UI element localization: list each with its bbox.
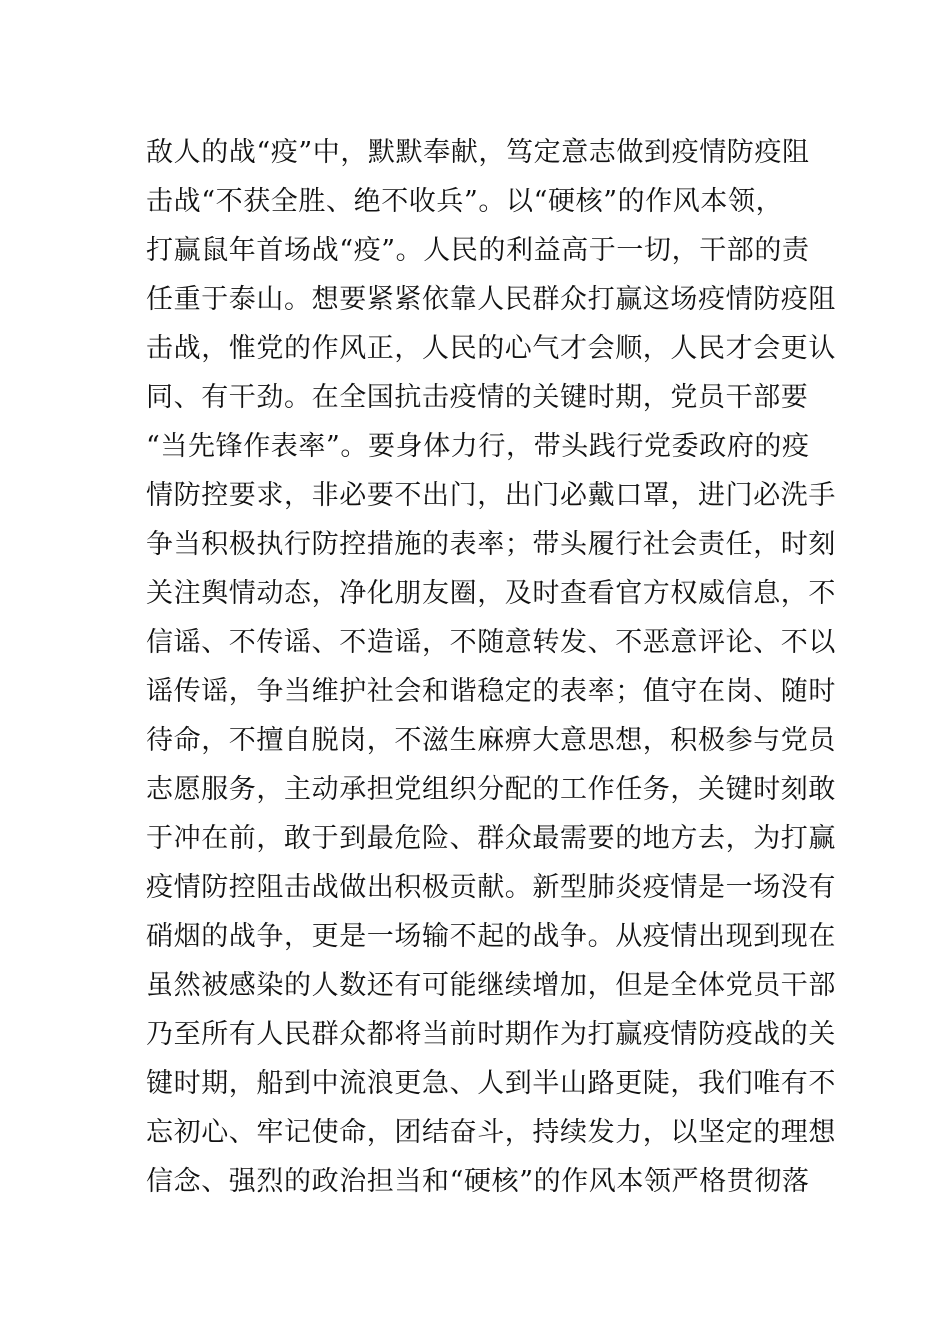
text-line: 乃至所有人民群众都将当前时期作为打赢疫情防疫战的关 xyxy=(146,1019,836,1050)
text-line: 谣传谣，争当维护社会和谐稳定的表率；值守在岗、随时 xyxy=(146,676,836,707)
text-line: 硝烟的战争，更是一场输不起的战争。从疫情出现到现在 xyxy=(146,921,836,952)
text-line: 击战，惟党的作风正，人民的心气才会顺，人民才会更认 xyxy=(146,333,836,364)
text-line: 任重于泰山。想要紧紧依靠人民群众打赢这场疫情防疫阻 xyxy=(146,284,836,315)
text-line: 打赢鼠年首场战“疫”。人民的利益高于一切，干部的责 xyxy=(146,235,810,266)
text-line: 志愿服务，主动承担党组织分配的工作任务，关键时刻敢 xyxy=(146,774,836,805)
text-line: 信念、强烈的政治担当和“硬核”的作风本领严格贯彻落 xyxy=(146,1166,810,1197)
text-line: 待命，不擅自脱岗，不滋生麻痹大意思想，积极参与党员 xyxy=(146,725,836,756)
text-line: 于冲在前，敢于到最危险、群众最需要的地方去，为打赢 xyxy=(146,823,836,854)
text-line: 情防控要求，非必要不出门，出门必戴口罩，进门必洗手 xyxy=(146,480,836,511)
text-line: “当先锋作表率”。要身体力行，带头践行党委政府的疫 xyxy=(146,431,810,462)
body-paragraph xyxy=(146,128,836,1206)
text-line: 争当积极执行防控措施的表率；带头履行社会责任，时刻 xyxy=(146,529,836,560)
text-line: 敌人的战“疫”中，默默奉献，笃定意志做到疫情防疫阻 xyxy=(146,137,810,168)
text-line: 忘初心、牢记使命，团结奋斗，持续发力，以坚定的理想 xyxy=(146,1117,836,1148)
text-line: 击战“不获全胜、绝不收兵”。以“硬核”的作风本领， xyxy=(146,186,784,217)
text-line: 同、有干劲。在全国抗击疫情的关键时期，党员干部要 xyxy=(146,382,809,413)
text-line: 疫情防控阻击战做出积极贡献。新型肺炎疫情是一场没有 xyxy=(146,872,836,903)
text-line: 信谣、不传谣、不造谣，不随意转发、不恶意评论、不以 xyxy=(146,627,836,658)
text-line: 虽然被感染的人数还有可能继续增加，但是全体党员干部 xyxy=(146,970,836,1001)
text-line: 键时期，船到中流浪更急、人到半山路更陡，我们唯有不 xyxy=(146,1068,836,1099)
text-line: 关注舆情动态，净化朋友圈，及时查看官方权威信息，不 xyxy=(146,578,836,609)
